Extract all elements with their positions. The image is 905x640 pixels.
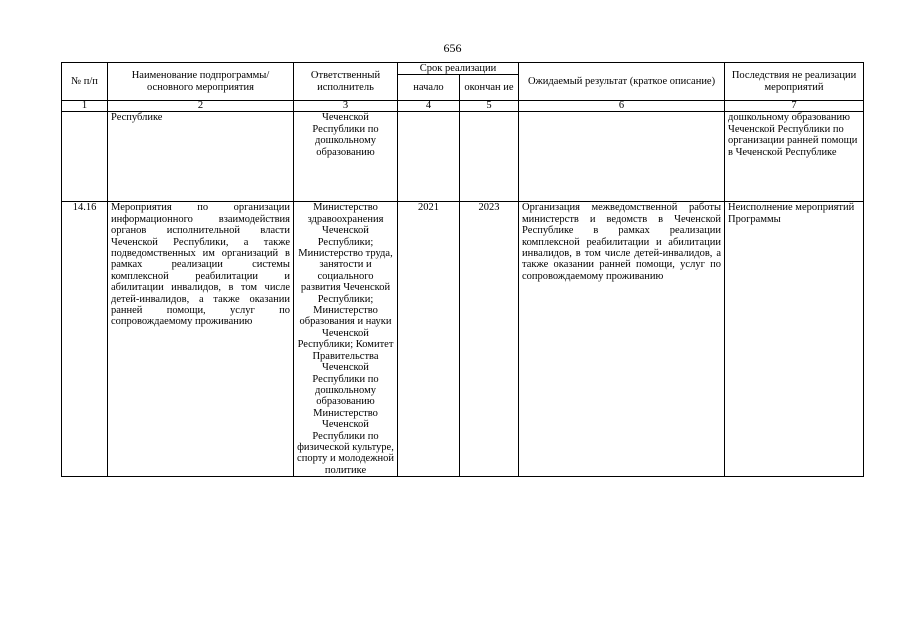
header-executor: Ответственный исполнитель bbox=[294, 63, 398, 101]
column-number: 7 bbox=[725, 101, 864, 112]
row-executor: Министерство здравоохранения Чеченской Республики; Министерство труда, занятости и социального развития Чеченской Республики; Министерство образования и науки Чеченской Республики; Комитет Правительства Чеченской Республики по дошкольному образованию Министерство Чеченской Республики по физической культуре, спорту и молодежной политике bbox=[294, 202, 398, 477]
row-executor: Чеченской Республики по дошкольному образованию bbox=[294, 112, 398, 202]
row-end bbox=[460, 112, 519, 202]
table-row bbox=[62, 112, 864, 202]
row-name: Мероприятия по организации информационного взаимодействия органов исполнительной власти Чеченской Республики, а также подведомственных им организаций в рамках реализации системы комплексной реабилитации и абилитации инвалидов, в том числе детей-инвалидов, а также оказании ранней помощи, услуг по сопровождаемому проживанию bbox=[108, 202, 294, 477]
header-result: Ожидаемый результат (краткое описание) bbox=[519, 63, 725, 101]
header-start: начало bbox=[398, 75, 460, 101]
row-result bbox=[519, 112, 725, 202]
row-start bbox=[398, 112, 460, 202]
column-number: 2 bbox=[108, 101, 294, 112]
header-consequences: Последствия не реализации мероприятий bbox=[725, 63, 864, 101]
row-num bbox=[62, 112, 108, 202]
column-number: 1 bbox=[62, 101, 108, 112]
header-period: Срок реализации bbox=[398, 63, 519, 75]
row-start: 2021 bbox=[398, 202, 460, 477]
row-end: 2023 bbox=[460, 202, 519, 477]
row-result: Организация межведомственной работы министерств и ведомств в Чеченской Республике в рамках реализации комплексной реабилитации и абилитации инвалидов, в том числе детей-инвалидов, а также оказании ранней помощи, услуг по сопровождаемому проживанию bbox=[519, 202, 725, 477]
row-num: 14.16 bbox=[62, 202, 108, 477]
column-number: 4 bbox=[398, 101, 460, 112]
page-number: 656 bbox=[443, 41, 462, 55]
header-num: № п/п bbox=[62, 63, 108, 101]
header-end: окончан ие bbox=[460, 75, 519, 101]
column-number: 3 bbox=[294, 101, 398, 112]
column-number: 5 bbox=[460, 101, 519, 112]
header-name: Наименование подпрограммы/ основного мероприятия bbox=[108, 63, 294, 101]
row-name: Республике bbox=[108, 112, 294, 202]
table-row bbox=[62, 202, 864, 477]
row-consequences: Неисполнение мероприятий Программы bbox=[725, 202, 864, 477]
program-table bbox=[61, 62, 864, 477]
column-number: 6 bbox=[519, 101, 725, 112]
row-consequences: дошкольному образованию Чеченской Республики по организации ранней помощи в Чеченской Республике bbox=[725, 112, 864, 202]
